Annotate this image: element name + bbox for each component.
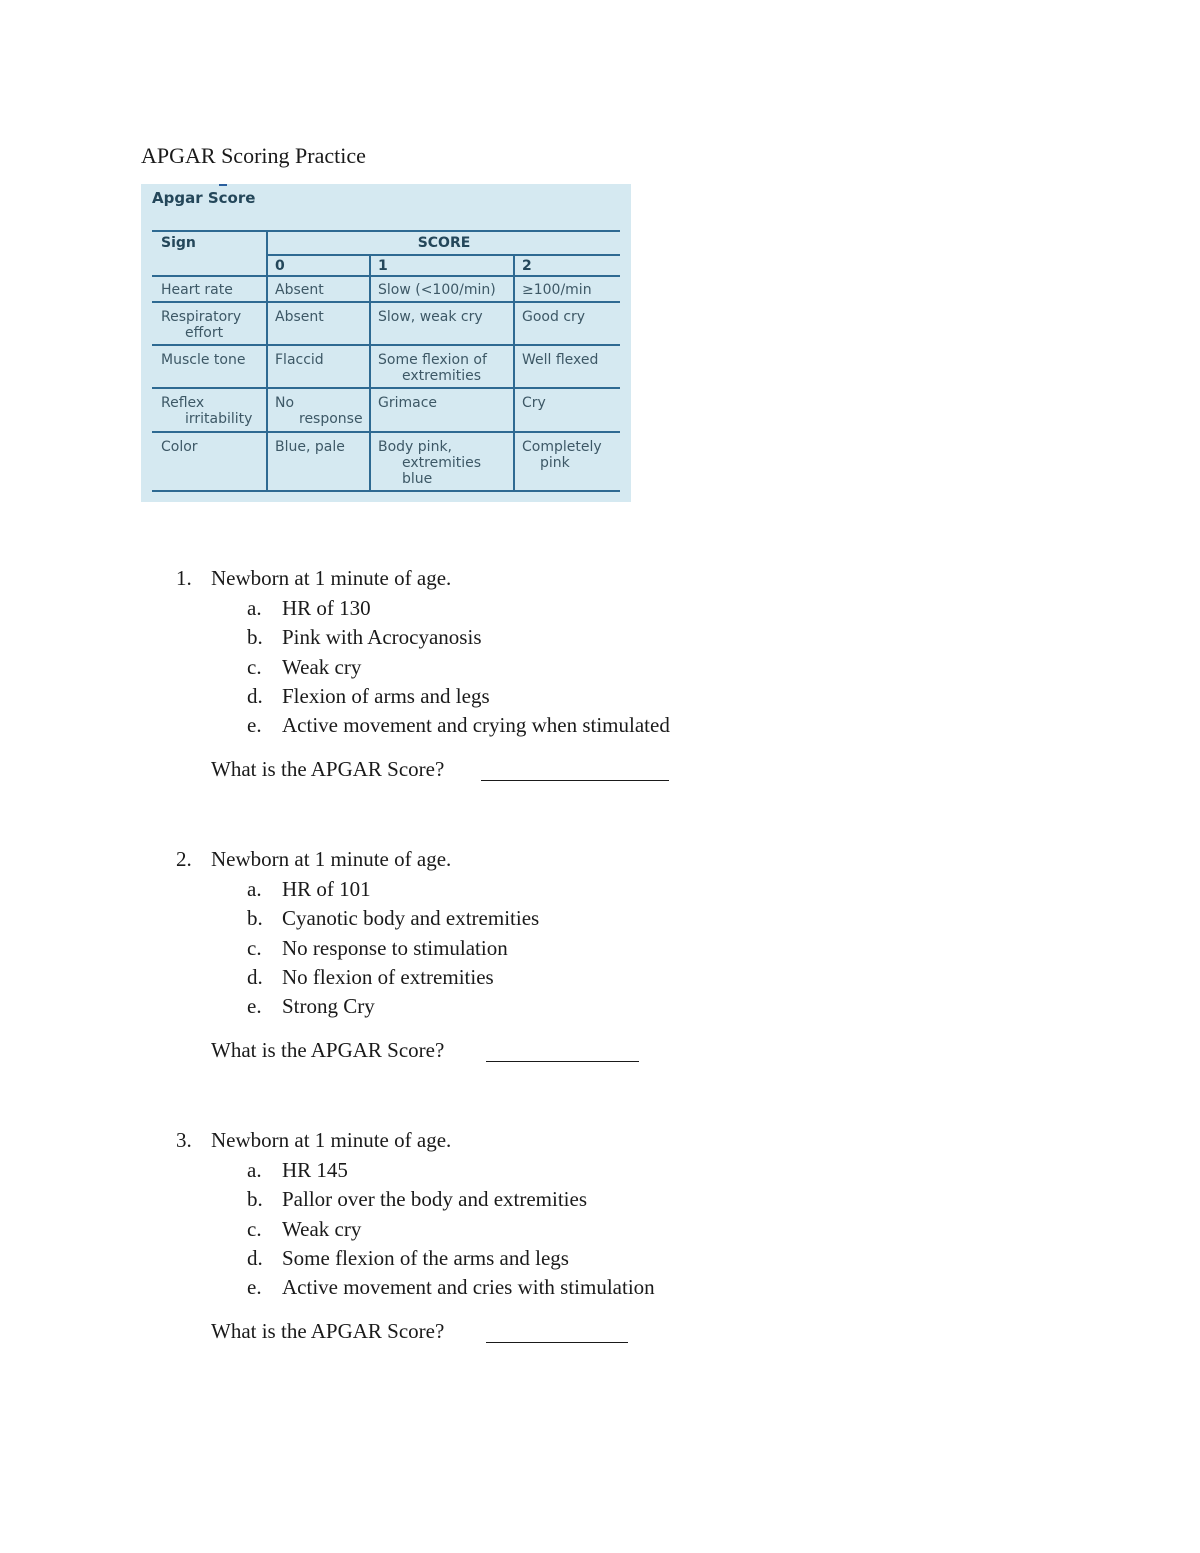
option-letter: c. [247,1217,262,1241]
option-letter: b. [247,906,263,930]
option-letter: a. [247,877,262,901]
option-letter: d. [247,965,263,989]
score-prompt: What is the APGAR Score? [211,1038,445,1062]
score-col-2: 2 [522,258,532,274]
row-muscle-tone-score-1: Some flexion of extremities [378,352,487,384]
row-color-sign: Color [161,439,198,455]
option-text: Active movement and crying when stimulated [282,713,670,737]
score-col-0: 0 [275,258,285,274]
option-text: HR 145 [282,1158,348,1182]
row-respiratory-score-2: Good cry [522,309,586,325]
table-rule [152,490,620,492]
answer-blank[interactable] [481,780,669,781]
option-text: No response to stimulation [282,936,508,960]
table-divider [266,230,268,492]
option-text: No flexion of extremities [282,965,494,989]
table-rule [152,344,620,346]
question-stem: Newborn at 1 minute of age. [211,566,452,590]
option-text: Flexion of arms and legs [282,684,490,708]
row-muscle-tone-score-2: Well flexed [522,352,599,368]
score-prompt: What is the APGAR Score? [211,757,445,781]
option-text: Active movement and cries with stimulation [282,1275,655,1299]
option-letter: e. [247,713,262,737]
table-rule [152,230,620,232]
row-respiratory-score-0: Absent [275,309,324,325]
row-reflex-score-1: Grimace [378,395,438,411]
option-letter: e. [247,1275,262,1299]
option-letter: b. [247,625,263,649]
table-rule [152,301,620,303]
table-divider [513,254,515,492]
option-text: Weak cry [282,1217,362,1241]
table-divider [369,254,371,492]
option-text: Some flexion of the arms and legs [282,1246,569,1270]
option-text: HR of 101 [282,877,371,901]
option-letter: e. [247,994,262,1018]
row-muscle-tone-score-0: Flaccid [275,352,324,368]
option-text: Strong Cry [282,994,375,1018]
option-letter: c. [247,655,262,679]
row-heart-rate-score-0: Absent [275,282,324,298]
row-color-score-2: Completely pink [522,439,602,471]
table-rule [152,387,620,389]
row-color-score-0: Blue, pale [275,439,345,455]
row-heart-rate-sign: Heart rate [161,282,233,298]
option-letter: a. [247,1158,262,1182]
option-letter: d. [247,684,263,708]
option-letter: b. [247,1187,263,1211]
table-rule [152,275,620,277]
table-top-mark [219,184,227,186]
option-letter: c. [247,936,262,960]
row-respiratory-score-1: Slow, weak cry [378,309,483,325]
row-heart-rate-score-2: ≥100/min [522,282,592,298]
score-header: SCORE [417,235,471,251]
option-letter: d. [247,1246,263,1270]
row-reflex-score-0: No response [275,395,363,427]
row-heart-rate-score-1: Slow (<100/min) [378,282,496,298]
sign-header: Sign [161,235,196,251]
option-text: Pink with Acrocyanosis [282,625,482,649]
question-stem: Newborn at 1 minute of age. [211,847,452,871]
option-text: Weak cry [282,655,362,679]
score-prompt: What is the APGAR Score? [211,1319,445,1343]
apgar-table-title: Apgar Score [152,189,256,207]
row-respiratory-sign: Respiratory effort [161,309,242,341]
answer-blank[interactable] [486,1342,628,1343]
table-rule [268,254,620,256]
row-reflex-sign: Reflex irritability [161,395,253,427]
question-number: 2. [176,847,192,871]
table-rule [152,431,620,433]
option-text: HR of 130 [282,596,371,620]
question-number: 1. [176,566,192,590]
row-color-score-1: Body pink, extremities blue [378,439,482,487]
answer-blank[interactable] [486,1061,639,1062]
question-stem: Newborn at 1 minute of age. [211,1128,452,1152]
question-number: 3. [176,1128,192,1152]
option-text: Pallor over the body and extremities [282,1187,588,1211]
option-letter: a. [247,596,262,620]
document-title: APGAR Scoring Practice [141,143,366,168]
row-muscle-tone-sign: Muscle tone [161,352,246,368]
apgar-score-table [141,184,631,502]
option-text: Cyanotic body and extremities [282,906,540,930]
row-reflex-score-2: Cry [522,395,546,411]
score-col-1: 1 [378,258,388,274]
